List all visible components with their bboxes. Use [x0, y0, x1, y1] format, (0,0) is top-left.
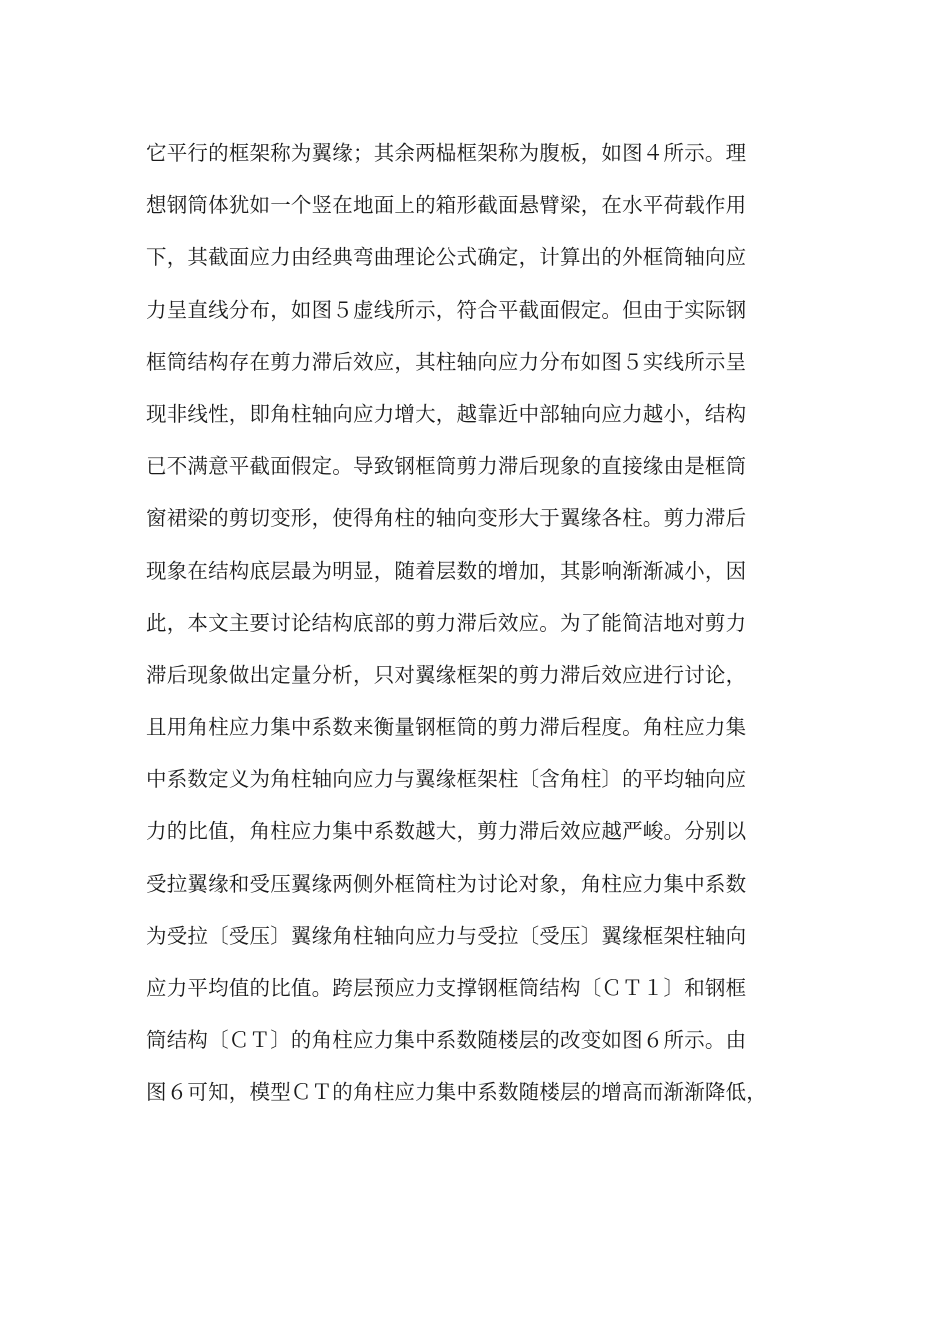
- text-line: 窗裙梁的剪切变形，使得角柱的轴向变形大于翼缘各柱。剪力滞后: [146, 506, 747, 531]
- text-line: 受拉翼缘和受压翼缘两侧外框筒柱为讨论对象，角柱应力集中系数: [146, 871, 747, 896]
- text-line: 力呈直线分布，如图５虚线所示，符合平截面假定。但由于实际钢: [146, 297, 747, 322]
- text-line: 现象在结构底层最为明显，随着层数的增加，其影响渐渐减小，因: [146, 558, 747, 583]
- text-line: 且用角柱应力集中系数来衡量钢框筒的剪力滞后程度。角柱应力集: [146, 715, 747, 740]
- text-line: 为受拉〔受压〕翼缘角柱轴向应力与受拉〔受压〕翼缘框架柱轴向: [146, 923, 747, 948]
- text-line: 图６可知，模型ＣＴ的角柱应力集中系数随楼层的增高而渐渐降低，: [146, 1080, 767, 1105]
- text-line: 它平行的框架称为翼缘；其余两榀框架称为腹板，如图４所示。理: [146, 141, 747, 165]
- text-line: 想钢筒体犹如一个竖在地面上的箱形截面悬臂梁，在水平荷载作用: [146, 193, 747, 218]
- text-line: 此，本文主要讨论结构底部的剪力滞后效应。为了能简洁地对剪力: [146, 610, 747, 635]
- text-line: 现非线性，即角柱轴向应力增大，越靠近中部轴向应力越小，结构: [146, 401, 747, 426]
- text-line: 已不满意平截面假定。导致钢框筒剪力滞后现象的直接缘由是框筒: [146, 454, 747, 479]
- text-line: 滞后现象做出定量分析，只对翼缘框架的剪力滞后效应进行讨论，: [146, 662, 747, 687]
- text-line: 力的比值，角柱应力集中系数越大，剪力滞后效应越严峻。分别以: [146, 819, 747, 844]
- body-paragraph: [146, 133, 811, 1125]
- text-line: 筒结构〔ＣＴ〕的角柱应力集中系数随楼层的改变如图６所示。由: [146, 1028, 747, 1053]
- text-line: 框筒结构存在剪力滞后效应，其柱轴向应力分布如图５实线所示呈: [146, 349, 747, 374]
- text-line: 中系数定义为角柱轴向应力与翼缘框架柱〔含角柱〕的平均轴向应: [146, 767, 747, 792]
- text-line: 应力平均值的比值。跨层预应力支撑钢框筒结构〔ＣＴ１〕和钢框: [146, 976, 747, 1000]
- text-line: 下，其截面应力由经典弯曲理论公式确定，计算出的外框筒轴向应: [146, 245, 747, 270]
